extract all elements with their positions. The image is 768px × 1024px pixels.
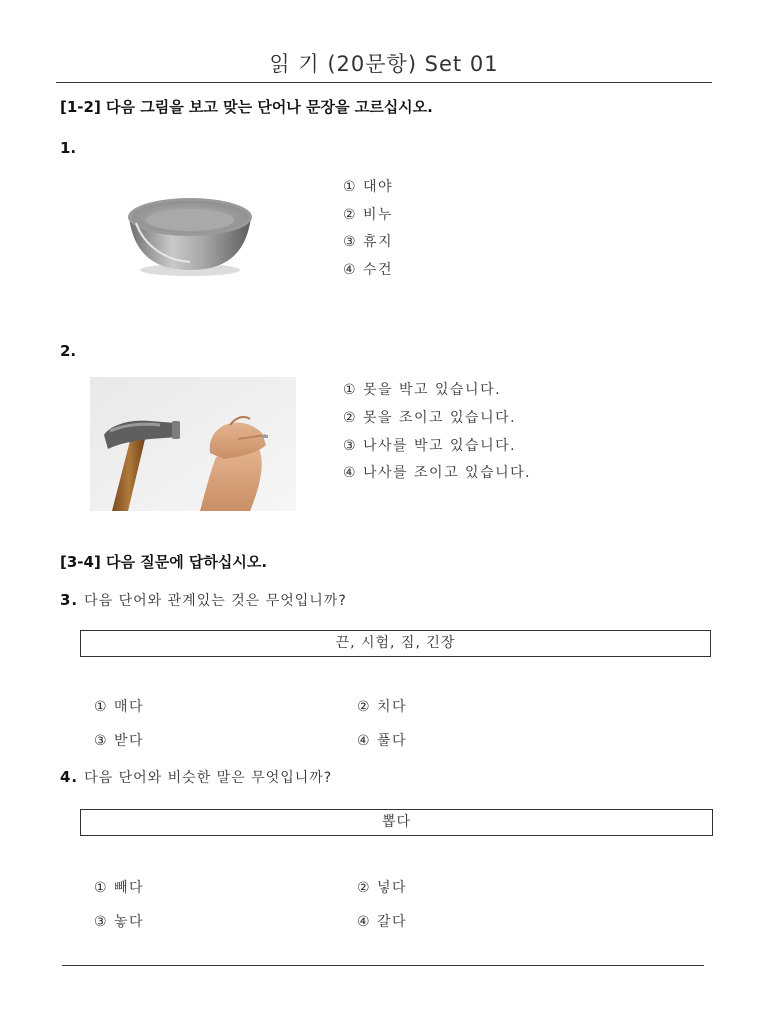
q3-option-3[interactable]: ③ 받다 <box>94 733 145 749</box>
question-3-prompt: 다음 단어와 관계있는 것은 무엇입니까? <box>84 593 347 609</box>
q1-option-4[interactable]: ④ 수건 <box>343 262 394 278</box>
question-4-number: 4. <box>60 768 79 786</box>
q3-option-2[interactable]: ② 치다 <box>357 699 408 715</box>
q4-option-3[interactable]: ③ 놓다 <box>94 914 145 930</box>
question-3-prompt-line <box>60 590 347 610</box>
page-title: 읽 기 (20문항) Set 01 <box>269 52 499 76</box>
washbasin-icon <box>124 190 254 280</box>
question-2-number: 2. <box>60 342 77 360</box>
hammer-nail-image <box>90 377 296 511</box>
q4-option-1[interactable]: ① 빼다 <box>94 880 145 896</box>
q2-option-4[interactable]: ④ 나사를 조이고 있습니다. <box>343 465 532 481</box>
q3-option-1[interactable]: ① 매다 <box>94 699 145 715</box>
hammer-icon <box>90 377 296 511</box>
q4-option-4[interactable]: ④ 갈다 <box>357 914 408 930</box>
question-4-prompt-line <box>60 767 332 787</box>
q1-option-2[interactable]: ② 비누 <box>343 207 394 223</box>
q1-option-3[interactable]: ③ 휴지 <box>343 234 394 250</box>
section-2-instruction: [3-4] 다음 질문에 답하십시오. <box>60 553 268 571</box>
section-1-instruction: [1-2] 다음 그림을 보고 맞는 단어나 문장을 고르십시오. <box>60 98 433 116</box>
question-3-number: 3. <box>60 591 79 609</box>
q4-option-2[interactable]: ② 넣다 <box>357 880 408 896</box>
q2-option-3[interactable]: ③ 나사를 박고 있습니다. <box>343 438 517 454</box>
washbasin-image <box>124 190 254 280</box>
q3-option-4[interactable]: ④ 풀다 <box>357 733 408 749</box>
q2-option-1[interactable]: ① 못을 박고 있습니다. <box>343 382 502 398</box>
question-4-prompt: 다음 단어와 비슷한 말은 무엇입니까? <box>84 770 333 786</box>
question-3-word-box: 끈, 시험, 짐, 긴장 <box>80 630 711 657</box>
q2-option-2[interactable]: ② 못을 조이고 있습니다. <box>343 410 517 426</box>
q1-option-1[interactable]: ① 대야 <box>343 179 394 195</box>
footer-divider <box>62 965 704 966</box>
question-1-number: 1. <box>60 139 77 157</box>
question-4-word-box: 뽑다 <box>80 809 713 836</box>
header-divider <box>56 82 712 83</box>
